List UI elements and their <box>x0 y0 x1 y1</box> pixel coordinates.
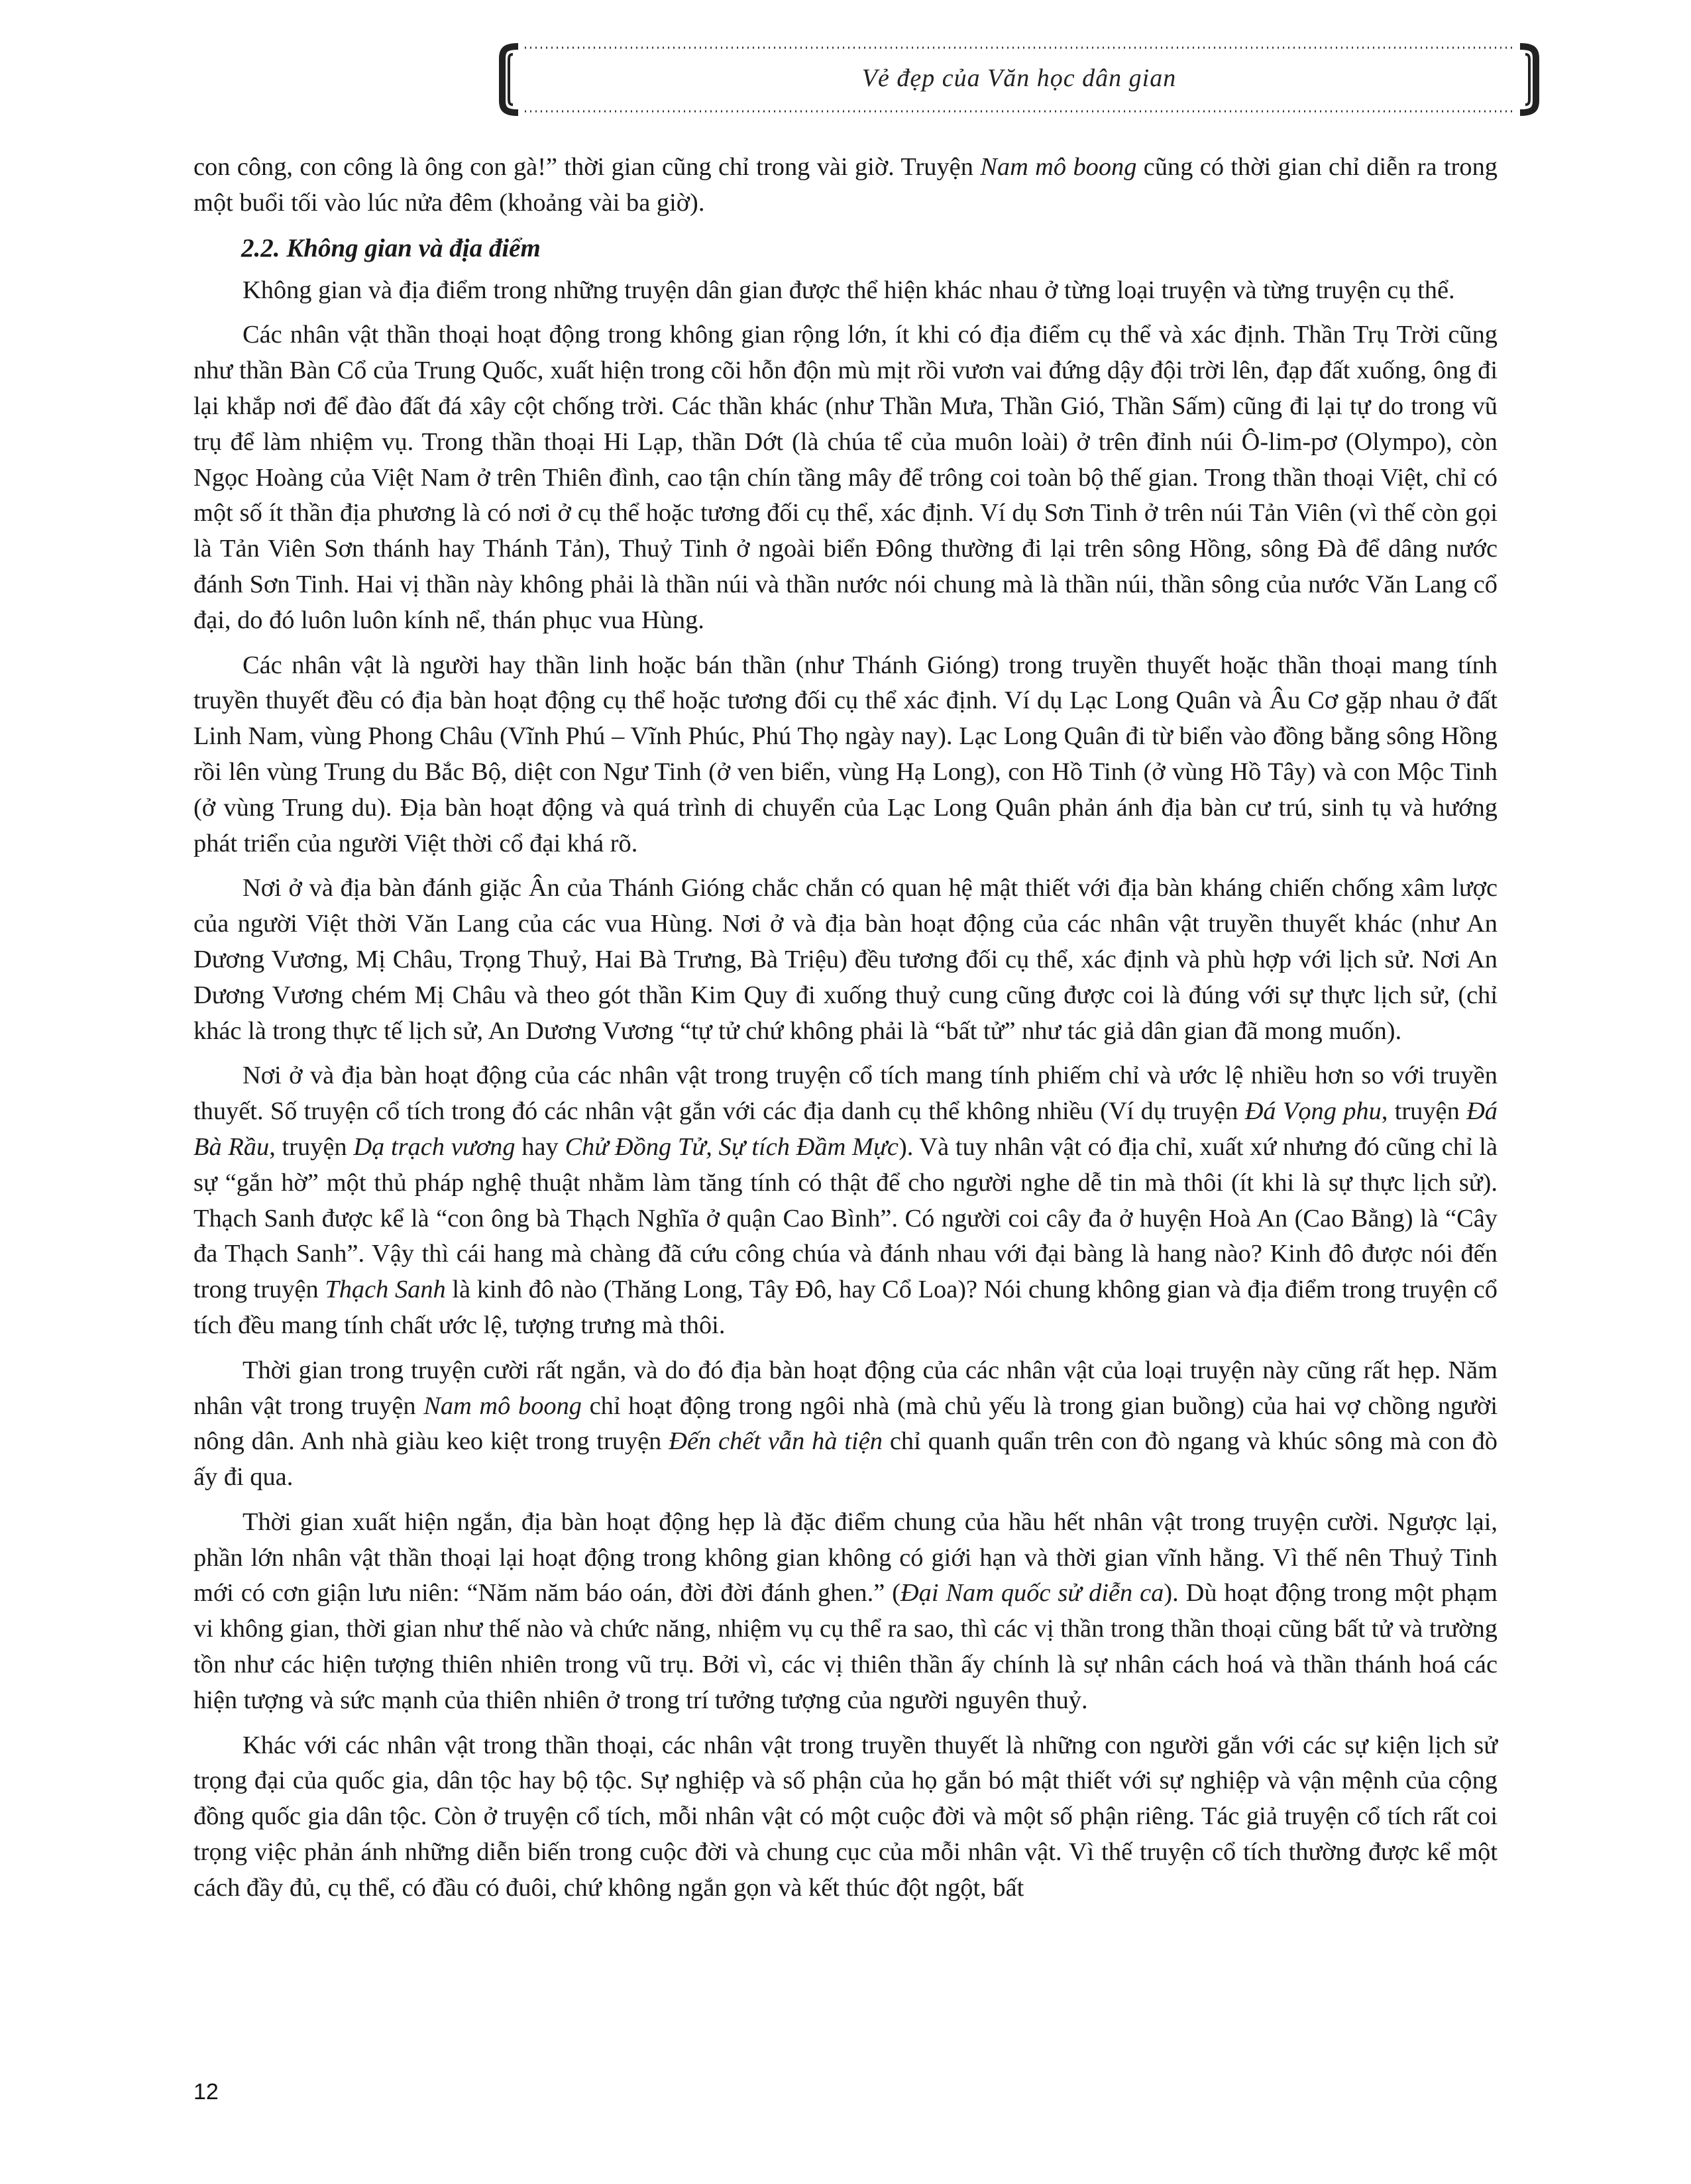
page-body <box>193 150 1498 1916</box>
section-heading: 2.2. Không gian và địa điểm <box>241 233 541 262</box>
paragraph: Các nhân vật là người hay thần linh hoặc bán thần (như Thánh Gióng) trong truyền thuyết hoặc thần thoại mang tính truyền thuyết đều có địa bàn hoạt động cụ thể hoặc tương đối cụ thể xác định. Ví dụ Lạc Long Quân và Âu Cơ gặp nhau ở đất Linh Nam, vùng Phong Châu (Vĩnh Phú – Vĩnh Phúc, Phú Thọ ngày nay). Lạc Long Quân đi từ biển vào đồng bằng sông Hồng rồi lên vùng Trung du Bắc Bộ, diệt con Ngư Tinh (ở ven biển, vùng Hạ Long), con Hồ Tinh (ở vùng Hồ Tây) và con Mộc Tinh (ở vùng Trung du). Địa bàn hoạt động và quá trình di chuyển của Lạc Long Quân phản ánh địa bàn cư trú, sinh tụ và hướng phát triển của người Việt thời cổ đại khá rõ. <box>193 651 1498 857</box>
paragraph: Nơi ở và địa bàn đánh giặc Ân của Thánh Gióng chắc chắn có quan hệ mật thiết với địa bàn kháng chiến chống xâm lược của người Việt thời Văn Lang của các vua Hùng. Nơi ở và địa bàn hoạt động của các nhân vật truyền thuyết khác (như An Dương Vương, Mị Châu, Trọng Thuỷ, Hai Bà Trưng, Bà Triệu) đều tương đối cụ thể, xác định và phù hợp với lịch sử. Nơi An Dương Vương chém Mị Châu và theo gót thần Kim Quy đi xuống thuỷ cung cũng được coi là đúng với sự thực lịch sử, (chỉ khác là trong thực tế lịch sử, An Dương Vương “tự tử chứ không phải là “bất tử” như tác giả dân gian đã mong muốn). <box>193 874 1498 1045</box>
paragraph: Khác với các nhân vật trong thần thoại, các nhân vật trong truyền thuyết là những con người gắn với các sự kiện lịch sử trọng đại của quốc gia, dân tộc hay bộ tộc. Sự nghiệp và số phận của họ gắn bó mật thiết với sự nghiệp và vận mệnh của cộng đồng quốc gia dân tộc. Còn ở truyện cổ tích, mỗi nhân vật có một cuộc đời và một số phận riêng. Tác giả truyện cổ tích rất coi trọng việc phản ánh những diễn biến trong cuộc đời và chung cục của mỗi nhân vật. Vì thế truyện cổ tích thường được kể một cách đầy đủ, cụ thể, có đầu có đuôi, chứ không ngắn gọn và kết thúc đột ngột, bất <box>193 1731 1498 1902</box>
header-title: Vẻ đẹp của Văn học dân gian <box>861 64 1177 92</box>
running-header <box>498 41 1540 118</box>
paragraph: con công, con công là ông con gà!” thời gian cũng chỉ trong vài giờ. Truyện Nam mô boong cũng có thời gian chỉ diễn ra trong một buổi tối vào lúc nửa đêm (khoảng vài ba giờ). <box>193 153 1498 217</box>
paragraph: Thời gian xuất hiện ngắn, địa bàn hoạt động hẹp là đặc điểm chung của hầu hết nhân vật trong truyện cười. Ngược lại, phần lớn nhân vật thần thoại lại hoạt động trong không gian không có giới hạn và thời gian vĩnh hằng. Vì thế nên Thuỷ Tinh mới có cơn giận lưu niên: “Năm năm báo oán, đời đời đánh ghen.” (Đại Nam quốc sử diễn ca). Dù hoạt động trong một phạm vi không gian, thời gian như thế nào và chức năng, nhiệm vụ cụ thể ra sao, thì các vị thần trong thần thoại cũng bất tử và trường tồn như các hiện tượng thiên nhiên trong vũ trụ. Bởi vì, các vị thiên thần ấy chính là sự nhân cách hoá và thần thánh hoá các hiện tượng và sức mạnh của thiên nhiên ở trong trí tưởng tượng của người nguyên thuỷ. <box>193 1507 1498 1714</box>
paragraph: Các nhân vật thần thoại hoạt động trong không gian rộng lớn, ít khi có địa điểm cụ thể và xác định. Thần Trụ Trời cũng như thần Bàn Cổ của Trung Quốc, xuất hiện trong cõi hỗn độn mù mịt rồi vươn vai đứng dậy đội trời lên, đạp đất xuống, ông đi lại khắp nơi để đào đất đá xây cột chống trời. Các thần khác (như Thần Mưa, Thần Gió, Thần Sấm) cũng đi lại tự do trong vũ trụ để làm nhiệm vụ. Trong thần thoại Hi Lạp, thần Dớt (là chúa tể của muôn loài) ở trên đỉnh núi Ô-lim-pơ (Olympo), còn Ngọc Hoàng của Việt Nam ở trên Thiên đình, cao tận chín tầng mây để trông coi toàn bộ thế gian. Trong thần thoại Việt, chỉ có một số ít thần địa phương là có nơi ở cụ thể hoặc tương đối cụ thể, xác định. Ví dụ Sơn Tinh ở trên núi Tản Viên (vì thế còn gọi là Tản Viên Sơn thánh hay Thánh Tản), Thuỷ Tinh ở ngoài biển Đông thường đi lại trên sông Hồng, sông Đà để dâng nước đánh Sơn Tinh. Hai vị thần này không phải là thần núi và thần nước nói chung mà là thần núi, thần sông của nước Văn Lang cổ đại, do đó luôn luôn kính nể, thán phục vua Hùng. <box>193 321 1498 634</box>
paragraph: Nơi ở và địa bàn hoạt động của các nhân vật trong truyện cổ tích mang tính phiếm chỉ và ước lệ nhiều hơn so với truyền thuyết. Số truyện cổ tích trong đó các nhân vật gắn với các địa danh cụ thể không nhiều (Ví dụ truyện Đá Vọng phu, truyện Đá Bà Rầu, truyện Dạ trạch vương hay Chử Đồng Tử, Sự tích Đầm Mực). Và tuy nhân vật có địa chỉ, xuất xứ nhưng đó cũng chỉ là sự “gắn hờ” một thủ pháp nghệ thuật nhằm làm tăng tính có thật để cho người nghe dễ tin mà thôi (ít khi là sự thực lịch sử). Thạch Sanh được kể là “con ông bà Thạch Nghĩa ở quận Cao Bình”. Có người coi cây đa ở huyện Hoà An (Cao Bằng) là “Cây đa Thạch Sanh”. Vậy thì cái hang mà chàng đã cứu công chúa và đánh nhau với đại bàng là hang nào? Kinh đô được nói đến trong truyện Thạch Sanh là kinh đô nào (Thăng Long, Tây Đô, hay Cổ Loa)? Nói chung không gian và địa điểm trong truyện cổ tích đều mang tính chất ước lệ, tượng trưng mà thôi. <box>193 1062 1498 1339</box>
paragraph: Thời gian trong truyện cười rất ngắn, và do đó địa bàn hoạt động của các nhân vật của loại truyện này cũng rất hẹp. Năm nhân vật trong truyện Nam mô boong chỉ hoạt động trong ngôi nhà (mà chủ yếu là trong gian buồng) của hai vợ chồng người nông dân. Anh nhà giàu keo kiệt trong truyện Đến chết vẫn hà tiện chỉ quanh quẩn trên con đò ngang và khúc sông mà con đò ấy đi qua. <box>193 1356 1498 1492</box>
page-number: 12 <box>193 2079 219 2104</box>
paragraph: Không gian và địa điểm trong những truyện dân gian được thể hiện khác nhau ở từng loại truyện và từng truyện cụ thể. <box>243 276 1455 304</box>
